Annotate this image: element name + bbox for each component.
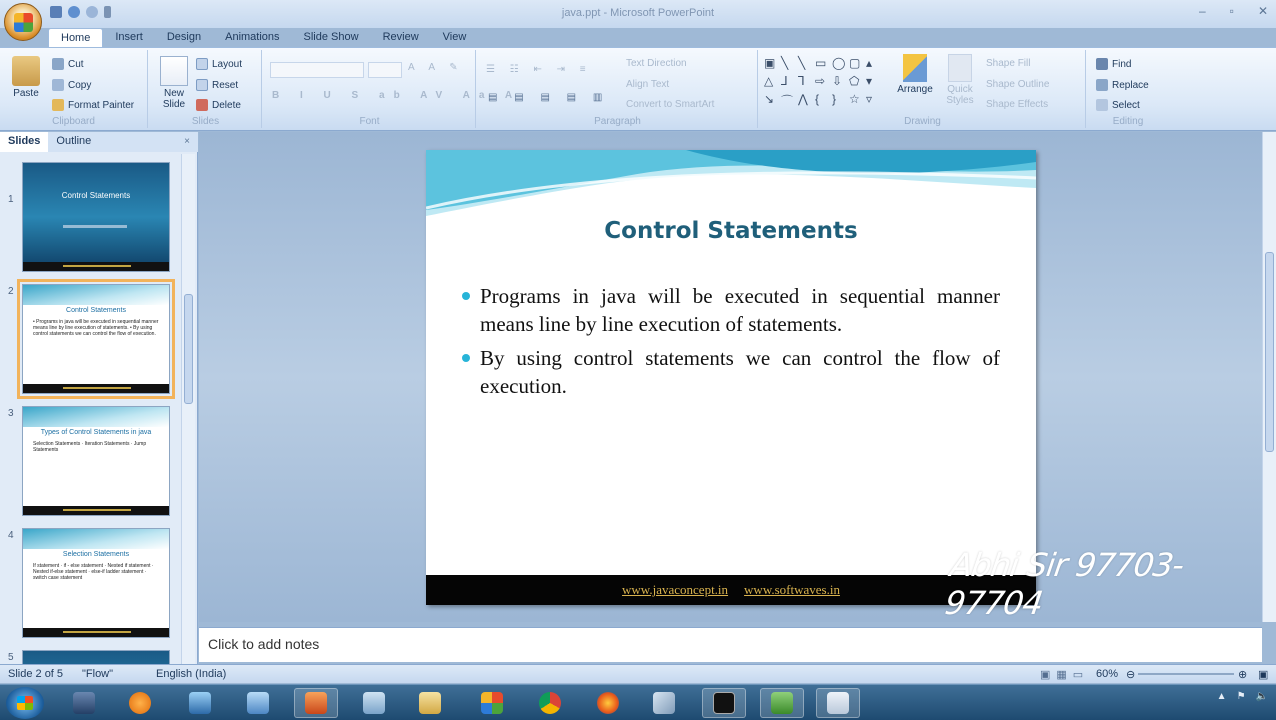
panel-tabs [0,132,198,152]
libraries-icon[interactable] [352,688,396,718]
quick-styles-label: Quick Styles [946,84,974,106]
computer-icon[interactable] [178,688,222,718]
replace-label: Replace [1112,79,1149,91]
thumb-number: 3 [8,408,14,419]
language-indicator[interactable]: English (India) [156,668,227,680]
windows-taskbar [0,684,1276,720]
layout-icon [196,58,208,70]
tab-slide-show[interactable]: Slide Show [303,31,359,43]
thumb-wave [23,529,169,549]
arrange-label: Arrange [897,84,933,95]
find-label: Find [1112,58,1132,70]
slide-thumbnail-5[interactable] [22,650,170,664]
font-size-select[interactable] [368,62,402,78]
paste-button[interactable] [8,56,44,99]
font-group [264,50,522,128]
slides-group-label: Slides [191,116,220,127]
slides-group [150,50,262,128]
alignment-buttons[interactable]: ▤ ▤ ▤ ▤ ▥ [488,92,610,103]
calculator-icon[interactable] [62,688,106,718]
slide-content[interactable] [460,282,1000,406]
replace-button[interactable] [1096,79,1149,91]
slides-panel-scrollbar[interactable] [181,154,195,664]
delete-icon [196,99,208,111]
tray-arrow-icon[interactable]: ▲ [1216,691,1227,702]
align-text-label: Align Text [626,79,670,90]
editing-group-label: Editing [1112,116,1144,127]
more-icon[interactable]: ▴ [866,56,873,70]
title-bar [0,0,1276,28]
curve-icon[interactable]: ⌒ [781,94,794,108]
shape-icon[interactable]: ⬠ [849,74,860,88]
view-buttons[interactable]: ▣▦▭ [1040,669,1090,681]
select-button[interactable] [1096,99,1140,111]
tab-view[interactable]: View [442,31,467,43]
star-icon[interactable]: ☆ [849,92,860,106]
powerpoint-icon[interactable] [294,688,338,718]
clipboard-group [0,50,148,128]
flag-icon[interactable]: ⚑ [1236,691,1246,702]
binoculars-icon [1096,58,1108,70]
font-style-buttons[interactable]: B I U S ab AV Aa A [272,90,522,101]
shape-fill-button[interactable] [986,58,1030,69]
shape-outline-label: Shape Outline [986,79,1050,90]
theme-name: "Flow" [82,668,114,680]
new-slide-button[interactable] [156,56,192,110]
arrow-right-icon[interactable]: ⇨ [815,74,826,88]
apps-icon[interactable] [470,688,514,718]
footer-link: www.softwaves.in [744,582,840,597]
copy-button[interactable] [52,79,91,91]
curve-icon[interactable]: ↘ [764,92,775,106]
tab-home[interactable]: Home [48,28,103,48]
start-button[interactable] [6,687,44,719]
watermark-text: Abhi Sir 97703-97704 [942,546,1186,622]
minimize-icon[interactable]: – [1198,4,1206,18]
rectangle-icon[interactable]: ▭ [815,56,827,70]
bullet-item: Programs in java will be executed in sequential manner means line by line execution of statements. [460,282,1000,338]
tab-insert[interactable]: Insert [115,31,143,43]
thumb-footer [23,384,169,393]
quick-access-toolbar [50,6,111,18]
tab-design[interactable]: Design [166,31,202,43]
thumb-footer [23,628,169,637]
convert-smartart-label: Convert to SmartArt [626,99,715,110]
shapes-gallery[interactable] [764,56,884,109]
paste-label: Paste [13,88,39,99]
thumb-wave [23,407,169,427]
brace-icon[interactable]: } [832,92,837,106]
system-tray [1217,691,1268,702]
format-painter-button[interactable] [52,99,134,111]
shape-outline-button[interactable] [986,79,1049,90]
office-logo-icon [14,13,33,32]
zoom-out-icon[interactable]: ⊖ [1126,669,1136,681]
delete-label: Delete [212,99,241,111]
thumb-number: 5 [8,652,14,663]
thumb-text: Selection Statements · Iteration Statements · Jump Statements [33,441,147,453]
thumb-title: Types of Control Statements in java [40,429,152,436]
quick-styles-icon [948,54,972,82]
media-player-icon[interactable] [118,688,162,718]
maximize-icon[interactable]: ▫ [1229,4,1234,18]
find-button[interactable] [1096,58,1131,70]
windows-logo-icon [17,696,33,710]
thumb-title: Selection Statements [62,551,130,558]
paragraph-group [478,50,758,128]
close-panel-icon[interactable]: × [184,136,190,147]
status-bar [0,664,1276,683]
slide-thumbnail-3[interactable] [22,406,170,516]
font-name-select[interactable] [270,62,364,78]
arrange-icon [903,54,927,82]
thumb-text: • Programs in java will be executed in sequential manner means line by line execution of statements. • By using control statements we can control the flow of execution. [33,319,159,337]
new-slide-icon [160,56,188,86]
notepad-icon[interactable] [760,688,804,718]
slide-footer [426,575,1036,605]
reset-icon [196,79,208,91]
brush-icon [52,99,64,111]
align-text-button[interactable] [626,79,669,90]
fit-to-window-icon[interactable]: ▣ [1258,669,1269,681]
layout-button[interactable] [196,58,242,70]
list-buttons[interactable]: ☰ ☷ ⇤ ⇥ ≡ [486,64,592,75]
copy-icon [52,79,64,91]
thumb-wave [23,285,169,305]
notes-pane[interactable] [199,627,1262,662]
thumb-title: Control Statements [61,191,131,200]
slide-thumbnail-2[interactable] [22,284,170,394]
footer-link: www.javaconcept.in [622,582,729,597]
rounded-rect-icon[interactable]: ▢ [849,56,861,70]
delete-button[interactable] [196,99,241,111]
zoom-in-icon[interactable]: ⊕ [1238,669,1248,681]
line-icon[interactable]: ╲ [781,56,789,70]
shape-effects-button[interactable] [986,99,1048,110]
reset-button[interactable] [196,79,238,91]
redo-icon[interactable] [86,6,98,18]
thumb-number: 4 [8,530,14,541]
drawing-group-label: Drawing [904,116,941,127]
scroll-thumb[interactable] [184,294,193,404]
line-icon[interactable]: ╲ [798,56,806,70]
network-icon[interactable] [236,688,280,718]
more-icon[interactable]: ▿ [866,92,873,106]
slide-wave-decoration [426,150,1036,220]
undo-icon[interactable] [68,6,80,18]
arrange-button[interactable] [894,54,936,95]
slides-panel [0,132,198,664]
bullet-item: By using control statements we can control the flow of execution. [460,344,1000,400]
cursor-icon [1096,99,1108,111]
new-slide-label: New Slide [162,88,186,110]
window-icon[interactable] [816,688,860,718]
ribbon [0,47,1276,131]
thumb-text: If statement · if - else statement · Nested if statement · Nested if-else statement · else-if ladder statement · switch case statement [33,563,154,581]
cut-button[interactable] [52,58,84,70]
thumb-footer [23,262,169,271]
firefox-icon[interactable] [586,688,630,718]
freeform-icon[interactable]: ⋀ [798,92,808,106]
window-controls [1199,4,1268,18]
font-group-label: Font [359,116,380,127]
connector-icon[interactable]: ⅂ [798,74,805,88]
paste-icon [12,56,40,86]
shape-effects-label: Shape Effects [986,99,1049,110]
reset-label: Reset [212,79,239,91]
tab-animations[interactable]: Animations [225,31,280,43]
connector-icon[interactable]: ⅃ [781,74,788,88]
save-icon[interactable] [50,6,62,18]
tab-slides[interactable]: Slides [0,132,48,152]
clipboard-label: Clipboard [52,116,95,127]
thumb-number: 1 [8,194,14,205]
command-prompt-icon[interactable] [702,688,746,718]
arrow-down-icon[interactable]: ⇩ [832,74,843,88]
thumb-subtitle-bar [63,225,127,228]
convert-smartart-button[interactable] [626,99,714,110]
slide-thumbnail-4[interactable] [22,528,170,638]
tab-outline[interactable]: Outline [56,135,92,147]
shape-fill-label: Shape Fill [986,58,1031,69]
slide-thumbnails [0,154,180,664]
close-icon[interactable]: ✕ [1257,4,1268,18]
thumb-title: Control Statements [66,307,126,314]
font-size-buttons[interactable]: A A ✎ [408,62,464,73]
current-slide[interactable] [426,150,1036,605]
notes-placeholder: Click to add notes [208,636,320,652]
layout-label: Layout [212,58,243,70]
triangle-icon[interactable]: △ [764,74,774,88]
text-direction-button[interactable] [626,58,687,69]
brace-icon[interactable]: { [815,92,820,106]
office-button[interactable] [4,3,42,41]
oval-icon[interactable]: ◯ [832,56,846,70]
thumb-number: 2 [8,286,14,297]
folder-icon[interactable] [408,688,452,718]
editor-scrollbar[interactable] [1262,132,1276,622]
slide-thumbnail-1[interactable] [22,162,170,272]
copy-label: Copy [68,79,92,91]
tab-review[interactable]: Review [382,31,419,43]
quick-styles-button[interactable] [940,54,980,106]
window-title: java.ppt - Microsoft PowerPoint [561,7,715,19]
scissors-icon [52,58,64,70]
slide-counter: Slide 2 of 5 [8,668,64,680]
textbox-icon[interactable]: ▣ [764,56,776,70]
text-direction-label: Text Direction [626,58,687,69]
paragraph-group-label: Paragraph [594,116,641,127]
chrome-icon[interactable] [528,688,572,718]
slide-title[interactable]: Control Statements [604,218,858,244]
select-label: Select [1112,99,1140,111]
volume-icon[interactable]: 🔈 [1255,691,1268,702]
ribbon-tabs [48,28,478,48]
customize-qat-icon[interactable] [104,6,111,18]
cut-label: Cut [68,58,84,70]
format-painter-label: Format Painter [68,99,135,111]
scroll-thumb[interactable] [1265,252,1274,452]
zoom-level[interactable]: 60% [1096,668,1119,680]
editing-group [1088,50,1168,128]
more-icon[interactable]: ▾ [866,74,873,88]
tools-icon[interactable] [642,688,686,718]
zoom-slider[interactable] [1138,673,1234,675]
replace-icon [1096,79,1108,91]
thumb-footer [23,506,169,515]
